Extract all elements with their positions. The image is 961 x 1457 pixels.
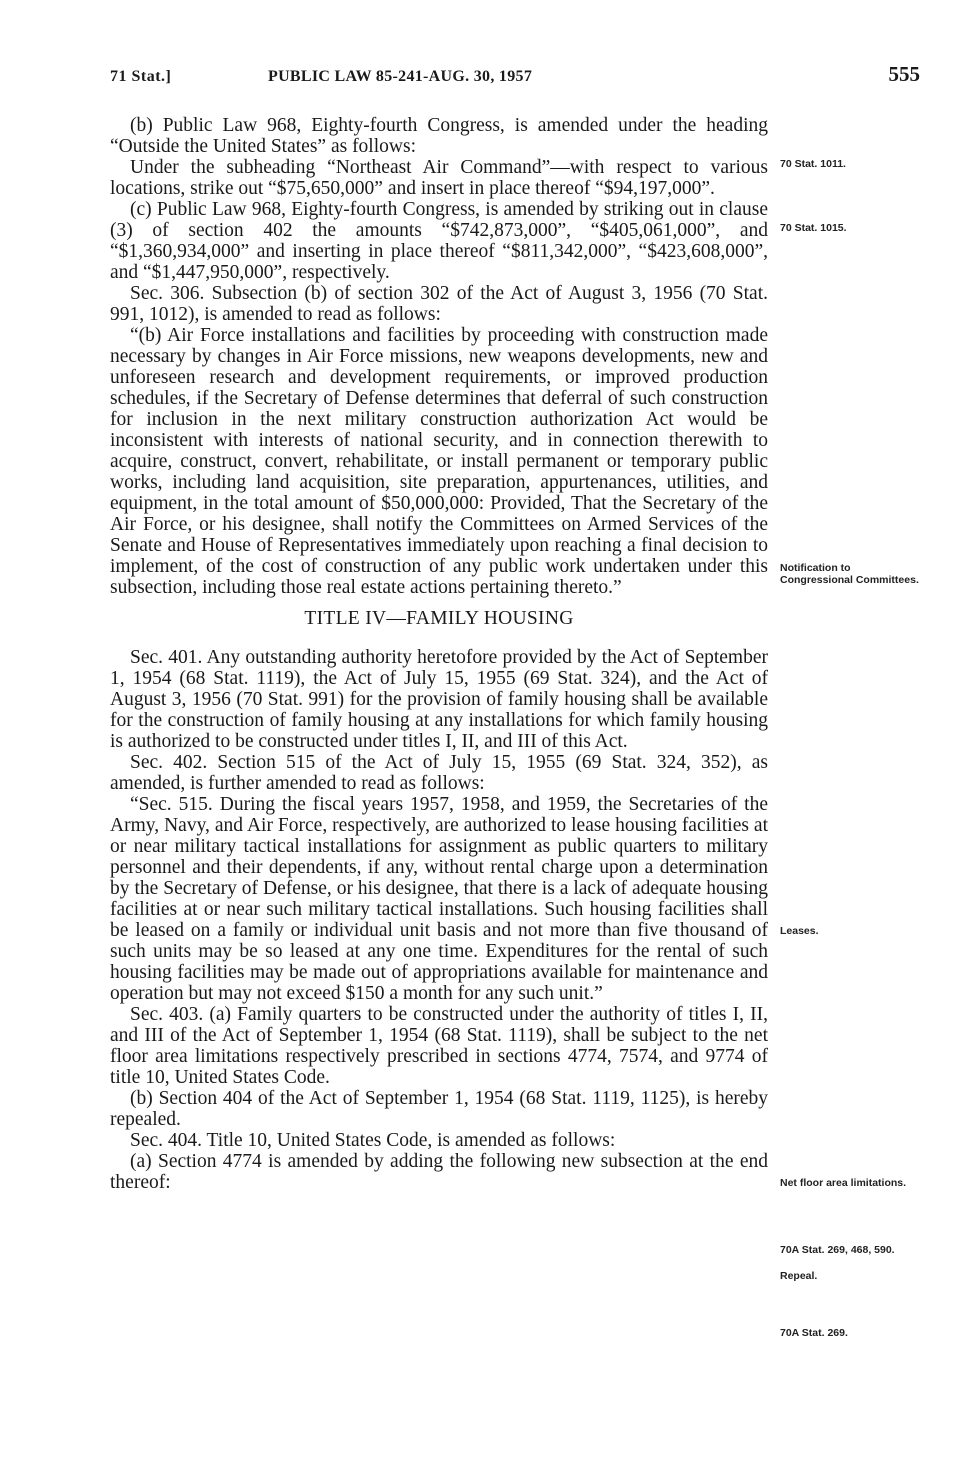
paragraph: Sec. 306. Subsection (b) of section 302 of the Act of August 3, 1956 (70 Stat. 991, 1012), is amended to read as follows:	[110, 283, 768, 325]
paragraph: Sec. 401. Any outstanding authority heretofore provided by the Act of September 1, 1954 (68 Stat. 1119), the Act of July 15, 1955 (69 Stat. 324), and the Act of August 3, 1956 (70 Stat. 991) for the provision of family housing shall be available for the construction of family housing at any installations for which family housing is authorized to be constructed under titles I, II, and III of this Act.	[110, 647, 768, 752]
margin-note: 70 Stat. 1015.	[780, 222, 847, 234]
margin-note: Notification to Congressional Committees.	[780, 562, 919, 586]
paragraph: Sec. 404. Title 10, United States Code, is amended as follows:	[130, 1130, 616, 1151]
page-number: 555	[888, 62, 920, 86]
paragraph: “Sec. 515. During the fiscal years 1957, 1958, and 1959, the Secretaries of the Army, Navy, and Air Force, respectively, are authorized to lease housing facilities at or near military tactical installations for assignment as public quarters to military personnel and their dependents, if any, without rental charge upon a determination by the Secretary of Defense, or his designee, that there is a lack of adequate housing facilities at or near such military tactical installations. Such housing facilities shall be leased on a family or individual unit basis and not more than five thousand of such units may be so leased at any one time. Expenditures for the rental of such housing facilities may be made out of appropriations available for maintenance and operation but may not exceed $150 a month for any such unit.”	[110, 794, 768, 1004]
margin-note: 70 Stat. 1011.	[780, 158, 846, 170]
margin-note: 70A Stat. 269.	[780, 1327, 848, 1339]
statute-volume: 71 Stat.]	[110, 68, 172, 85]
paragraph: Sec. 402. Section 515 of the Act of July 15, 1955 (69 Stat. 324, 352), as amended, is further amended to read as follows:	[110, 752, 768, 794]
paragraph: Sec. 403. (a) Family quarters to be constructed under the authority of titles I, II, and III of the Act of September 1, 1954 (68 Stat. 1119), shall be subject to the net floor area limitations respectively prescribed in sections 4774, 7574, and 9774 of title 10, United States Code.	[110, 1004, 768, 1088]
paragraph: Under the subheading “Northeast Air Command”—with respect to various locations, strike out “$75,650,000” and insert in place thereof “$94,197,000”.	[110, 157, 768, 199]
paragraph: (a) Section 4774 is amended by adding the following new subsection at the end thereof:	[110, 1151, 768, 1193]
paragraph: “(b) Air Force installations and facilities by proceeding with construction made necessary by changes in Air Force missions, new weapons developments, new and unforeseen research and development requirements, or improved production schedules, if the Secretary of Defense determines that deferral of such construction for inclusion in the next military construction authorization Act would be inconsistent with interests of national security, and in connection therewith to acquire, construct, convert, rehabilitate, or install permanent or temporary public works, including land acquisition, site preparation, appurtenances, utilities, and equipment, in the total amount of $50,000,000: Provided, That the Secretary of the Air Force, or his designee, shall notify the Committees on Armed Services of the Senate and House of Representatives immediately upon reaching a final decision to implement, of the cost of construction of any public work undertaken under this subsection, including those real estate actions pertaining thereto.”	[110, 325, 768, 598]
margin-note: Repeal.	[780, 1270, 818, 1282]
paragraph: (b) Section 404 of the Act of September 1, 1954 (68 Stat. 1119, 1125), is hereby repealed.	[110, 1088, 768, 1130]
margin-note: Leases.	[780, 925, 819, 937]
paragraph: (c) Public Law 968, Eighty-fourth Congress, is amended by striking out in clause (3) of section 402 the amounts “$742,873,000”, “$405,061,000”, and “$1,360,934,000” and inserting in place thereof “$811,342,000”, “$423,608,000”, and “$1,447,950,000”, respectively.	[110, 199, 768, 283]
margin-note: 70A Stat. 269, 468, 590.	[780, 1244, 895, 1256]
running-head: PUBLIC LAW 85-241-AUG. 30, 1957	[268, 68, 533, 85]
paragraph: (b) Public Law 968, Eighty-fourth Congress, is amended under the heading “Outside the United States” as follows:	[110, 115, 768, 157]
margin-note: Net floor area limitations.	[780, 1177, 907, 1189]
body-text	[110, 115, 768, 1193]
section-title: TITLE IV—FAMILY HOUSING	[304, 608, 574, 629]
page-header	[110, 62, 920, 92]
